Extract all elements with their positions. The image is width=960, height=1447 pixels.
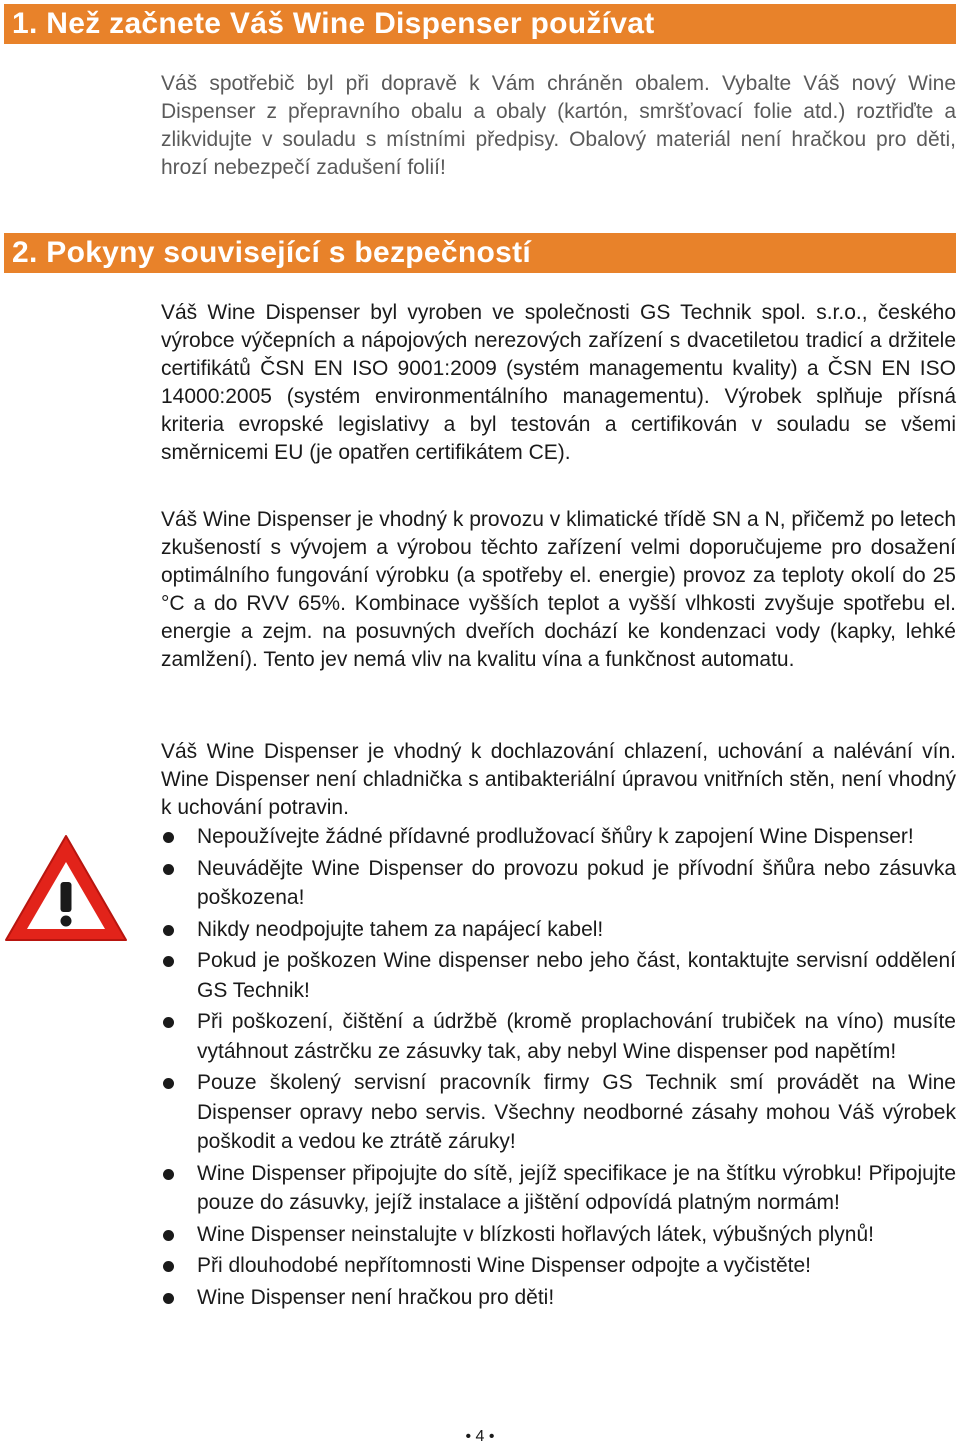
bullet-icon bbox=[163, 1078, 174, 1089]
bullet-text: Při poškození, čištění a údržbě (kromě proplachování trubiček na víno) musíte vytáhnout zástrčku ze zásuvky tak, aby nebyl Wine dispenser pod napětím! bbox=[197, 1010, 956, 1063]
list-item bbox=[161, 1283, 956, 1313]
bullet-icon bbox=[163, 1017, 174, 1028]
bullet-text: Nikdy neodpojujte tahem za napájecí kabel! bbox=[197, 917, 604, 941]
list-item bbox=[161, 822, 956, 852]
bullet-text: Wine Dispenser není hračkou pro děti! bbox=[197, 1285, 555, 1309]
bullet-text: Neuvádějte Wine Dispenser do provozu pokud je přívodní šňůra nebo zásuvka poškozena! bbox=[197, 856, 956, 909]
list-item bbox=[161, 1007, 956, 1066]
list-item bbox=[161, 1159, 956, 1218]
list-item bbox=[161, 946, 956, 1005]
list-item bbox=[161, 1251, 956, 1281]
bullet-text: Wine Dispenser neinstalujte v blízkosti hořlavých látek, výbušných plynů! bbox=[197, 1222, 874, 1246]
section-1-heading: 1. Než začnete Váš Wine Dispenser používat bbox=[4, 4, 956, 44]
bullet-icon bbox=[163, 1169, 174, 1180]
bullet-icon bbox=[163, 1230, 174, 1241]
bullet-icon bbox=[163, 832, 174, 843]
bullet-text: Pouze školený servisní pracovník firmy GS Technik smí provádět na Wine Dispenser opravy nebo servis. Všechny neodborné zásahy mohou Váš výrobek poškodit a vedou ke ztrátě záruky! bbox=[197, 1071, 956, 1153]
bullet-icon bbox=[163, 1261, 174, 1272]
bullet-icon bbox=[163, 1293, 174, 1304]
bullet-text: Při dlouhodobé nepřítomnosti Wine Dispenser odpojte a vyčistěte! bbox=[197, 1254, 812, 1277]
bullet-text: Pokud je poškozen Wine dispenser nebo jeho část, kontaktujte servisní oddělení GS Technik! bbox=[197, 949, 956, 1002]
bullet-icon bbox=[163, 925, 174, 936]
bullet-text: Wine Dispenser připojujte do sítě, jejíž specifikace je na štítku výrobku! Připojujte pouze do zásuvky, jejíž instalace a jištění odpovídá platným normám! bbox=[197, 1161, 956, 1214]
climate-class-paragraph: Váš Wine Dispenser je vhodný k provozu v klimatické třídě SN a N, přičemž po letech zkušeností s vývojem a výrobou těchto zařízení velmi doporučujeme pro dosažení optimálního fungování výrobku (a spotřeby el. energie) provoz za teploty okolí do 25 °C a do RVV 65%. Kombinace vyšších teplot a vyšší vlhkosti zvyšuje spotřebu el. energie a zejm. na posuvných dveřích dochází ke kondenzaci vody (kapky, lehké zamlžení). Tento jev nemá vliv na kvalitu vína a funkčnost automatu. bbox=[161, 508, 956, 671]
list-item bbox=[161, 1068, 956, 1157]
bullet-icon bbox=[163, 956, 174, 967]
usage-paragraph: Váš Wine Dispenser je vhodný k dochlazování chlazení, uchování a nalévání vín. Wine Dispenser není chladnička s antibakteriální úpravou vnitřních stěn, není vhodný k uchování potravin. bbox=[161, 740, 956, 819]
bullet-text: Nepoužívejte žádné přídavné prodlužovací šňůry k zapojení Wine Dispenser! bbox=[197, 825, 914, 848]
safety-bullet-list bbox=[161, 822, 956, 1314]
list-item bbox=[161, 1220, 956, 1250]
bullet-icon bbox=[163, 864, 174, 875]
section-1-paragraph: Váš spotřebič byl při dopravě k Vám chráněn obalem. Vybalte Váš nový Wine Dispenser z přepravního obalu a obaly (kartón, smršťovací folie atd.) roztřiďte a zlikvidujte v souladu s místními předpisy. Obalový materiál není hračkou pro děti, hrozí nebezpečí zadušení folií! bbox=[161, 72, 956, 179]
manufacturer-paragraph: Váš Wine Dispenser byl vyroben ve společnosti GS Technik spol. s.r.o., českého výrobce výčepních a nápojových nerezových zařízení s dvacetiletou tradicí a držitele certifikátů ČSN EN ISO 9001:2009 (systém managementu kvality) a ČSN EN ISO 14000:2005 (systém environmentálního managementu). Výrobek splňuje přísná kriteria evropské legislativy a byl testován a certifikován v souladu se všemi směrnicemi EU (je opatřen certifikátem CE). bbox=[161, 301, 956, 464]
page-number: • 4 • bbox=[465, 1428, 495, 1445]
warning-triangle-icon bbox=[2, 832, 130, 944]
list-item bbox=[161, 854, 956, 913]
list-item bbox=[161, 915, 956, 945]
section-2-heading: 2. Pokyny související s bezpečností bbox=[4, 233, 956, 273]
